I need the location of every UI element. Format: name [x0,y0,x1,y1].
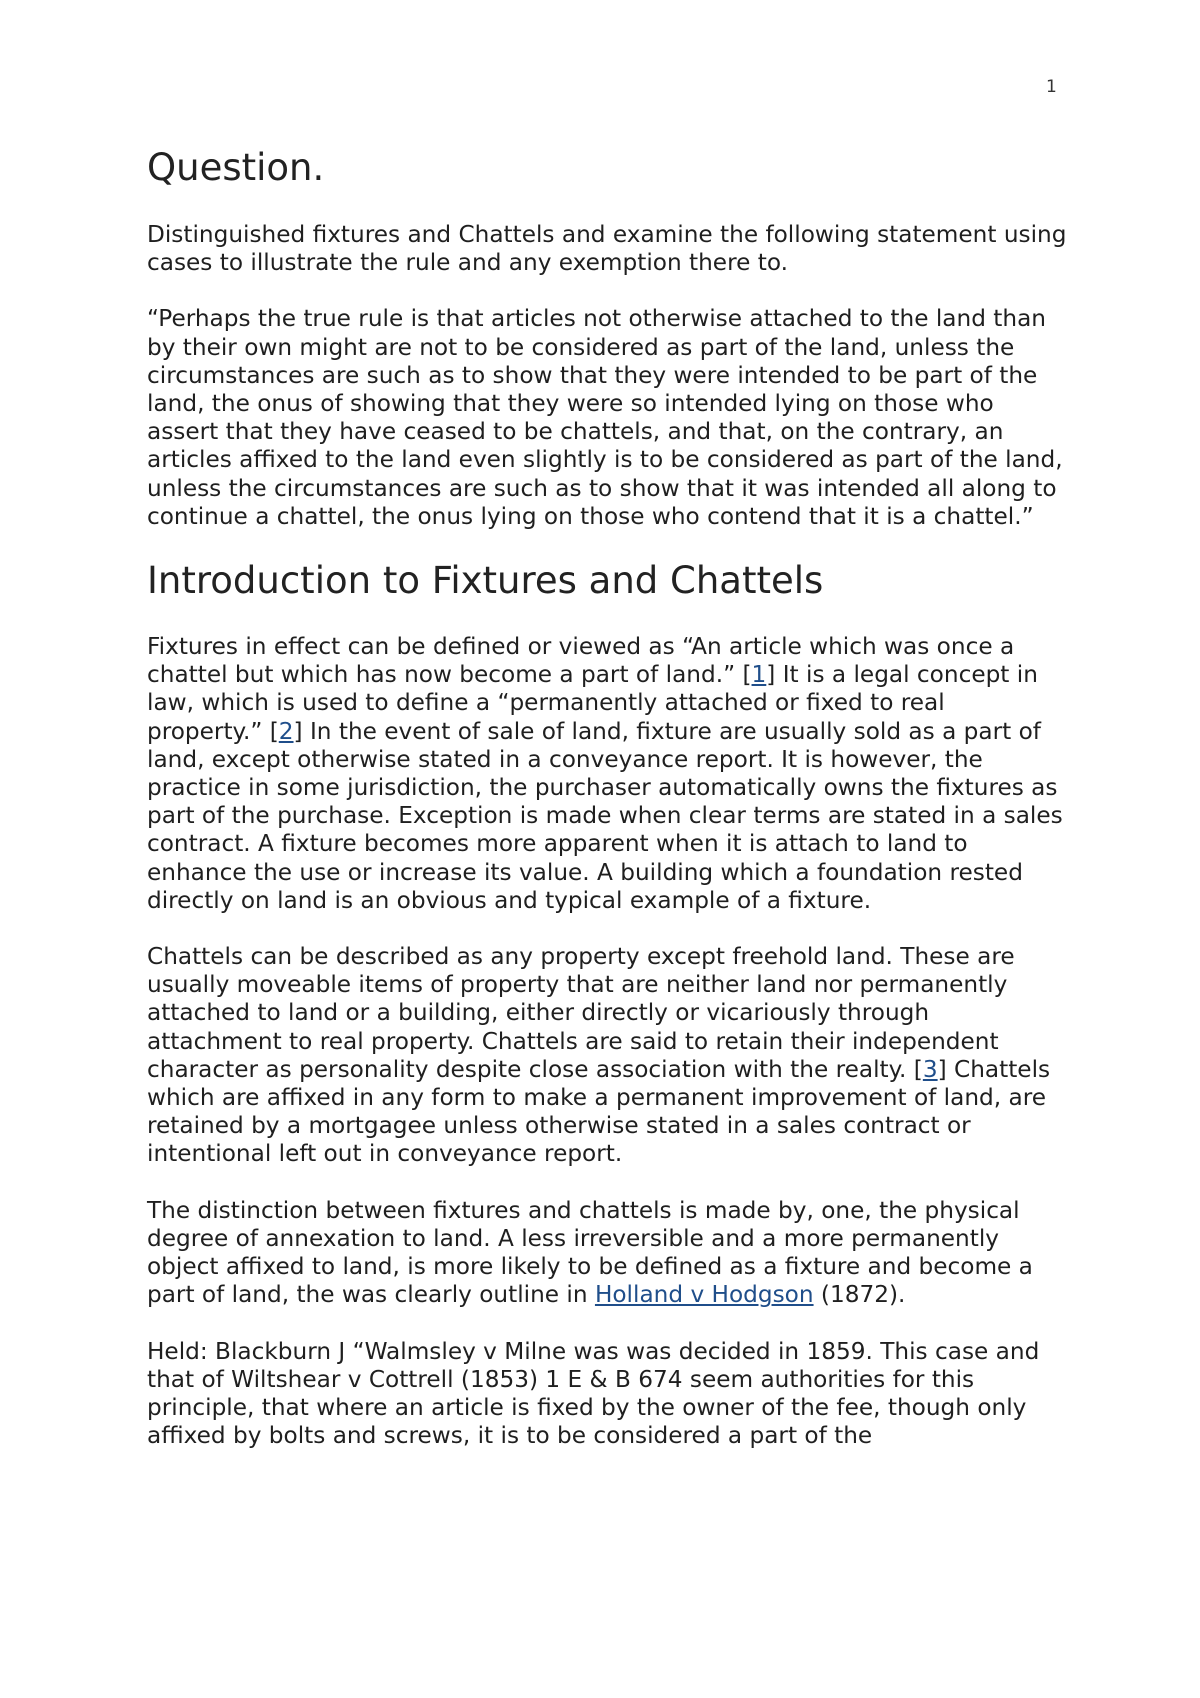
introduction-heading: Introduction to Fixtures and Chattels [147,559,824,603]
footnote-link-1[interactable]: 1 [751,661,767,689]
question-quote: “Perhaps the true rule is that articles not otherwise attached to the land than by their own might are not to be considered as part of the land, unless the circumstances are such as to show that they were intended to be part of the land, the onus of showing that they were so intended lying on those who assert that they have ceased to be chattels, and that, on the contrary, an articles affixed to the land even slightly is to be considered as part of the land, unless the circumstances are such as to show that it was intended all along to continue a chattel, the onus lying on those who contend that it is a chattel.” [147,305,1063,530]
distinction-paragraph [147,1197,1067,1310]
fixtures-text-3: ] In the event of sale of land, fixture are usually sold as a part of land, except otherwise stated in a conveyance report. It is however, the practice in some jurisdiction, the purchaser automatically owns the fixtures as part of the purchase. Exception is made when clear terms are stated in a sales contract. A fixture becomes more apparent when it is attach to land to enhance the use or increase its value. A building which a foundation rested directly on land is an obvious and typical example of a fixture. [147,717,1063,914]
fixtures-paragraph [147,633,1067,915]
holland-v-hodgson-link[interactable]: Holland v Hodgson [594,1281,814,1309]
fixtures-text-2: ] It is a legal concept in law, which is used to define a “permanently attached or fixed to real property.” [ [147,661,1038,745]
held-paragraph: Held: Blackburn J “Walmsley v Milne was was decided in 1859. This case and that of Wiltshear v Cottrell (1853) 1 E & B 674 seem authorities for this principle, that where an article is fixed by the owner of the fee, though only affixed by bolts and screws, it is to be considered a part of the [147,1337,1040,1450]
question-heading: Question. [147,146,325,189]
chattels-text-2: ] Chattels which are affixed in any form to make a permanent improvement of land, are retained by a mortgagee unless otherwise stated in a sales contract or intentional left out in conveyance report. [147,1055,1051,1168]
chattels-paragraph [147,943,1067,1169]
question-prompt: Distinguished fixtures and Chattels and examine the following statement using cases to illustrate the rule and any exemption there to. [147,221,1067,277]
footnote-link-3[interactable]: 3 [922,1055,938,1083]
page-number: 1 [1046,77,1057,97]
chattels-text-1: Chattels can be described as any property except freehold land. These are usually moveable items of property that are neither land nor permanently attached to land or a building, either directly or vicariously through attachment to real property. Chattels are said to retain their independent character as personality despite close association with the realty. [ [147,943,1015,1083]
distinction-text-1: The distinction between fixtures and chattels is made by, one, the physical degree of annexation to land. A less irreversible and a more permanently object affixed to land, is more likely to be defined as a fixture and become a part of land, the was clearly outline in [147,1196,1033,1309]
distinction-text-2: (1872). [813,1281,906,1309]
fixtures-text-1: Fixtures in effect can be defined or viewed as “An article which was once a chattel but which has now become a part of land.” [ [147,633,1015,689]
footnote-link-2[interactable]: 2 [278,717,294,745]
document-body [147,144,1067,1450]
